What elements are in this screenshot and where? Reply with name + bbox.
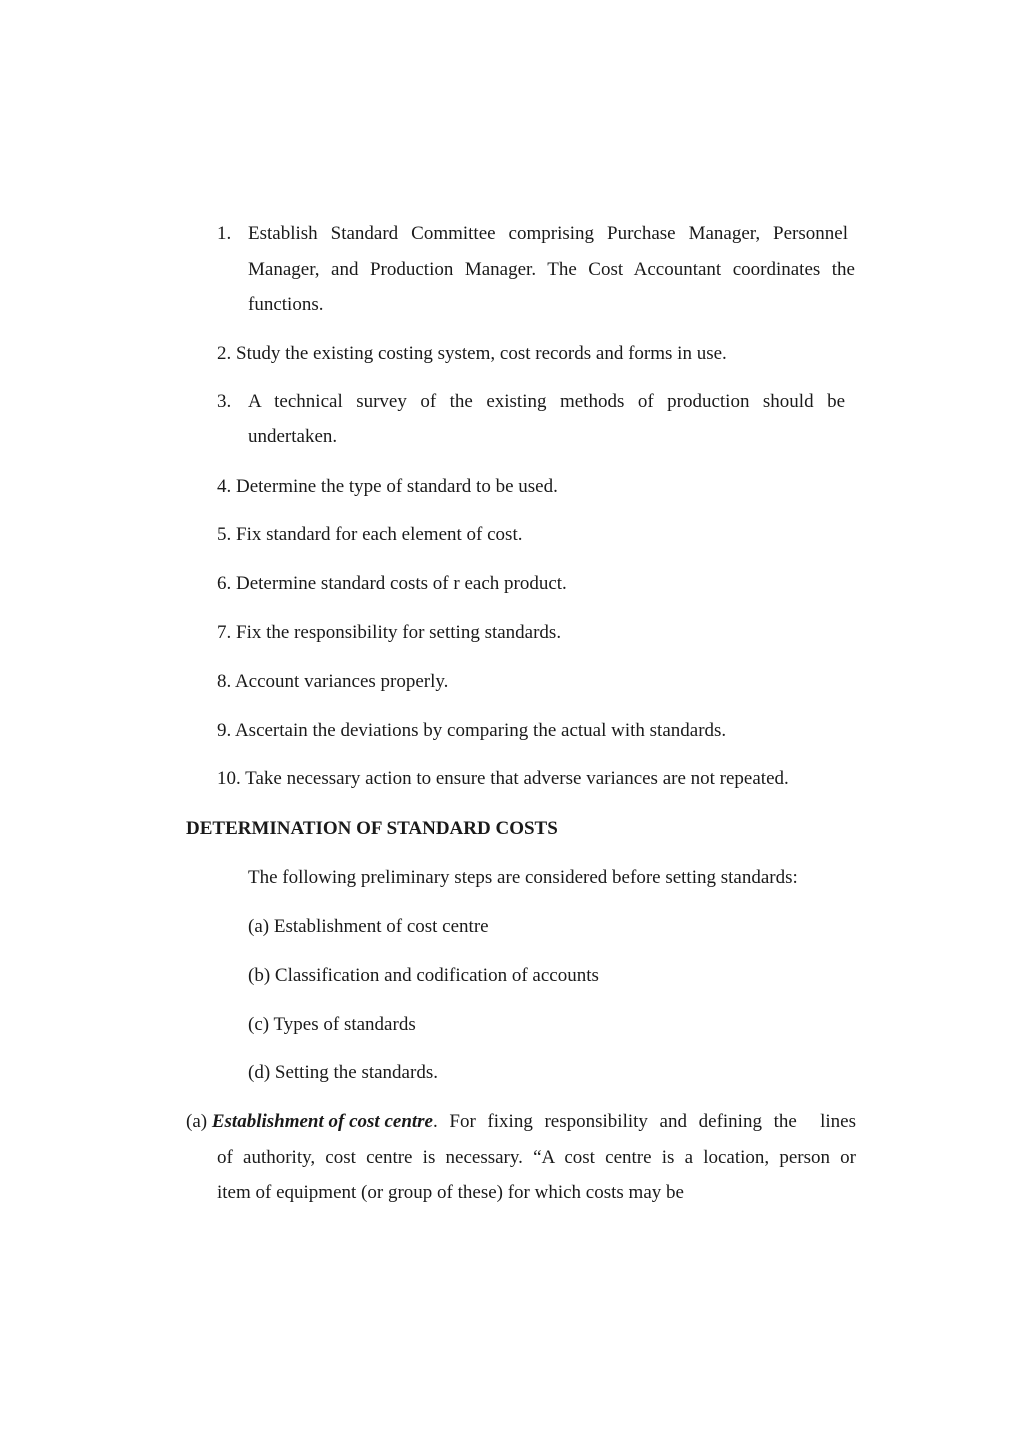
step-8 (217, 670, 448, 694)
step-7 (217, 621, 561, 645)
step-3-line-1: A technical survey of the existing methods of production should be (248, 391, 845, 412)
step-8-text: Account variances properly. (234, 671, 449, 692)
prelim-item-a-label: (a) (248, 916, 270, 937)
prelim-item-b-text: Classification and codification of accounts (274, 965, 599, 986)
step-2 (217, 342, 727, 366)
prelim-item-b (248, 964, 599, 988)
prelim-item-d-label: (d) (248, 1062, 271, 1083)
step-4-text: Determine the type of standard to be used. (236, 476, 558, 497)
step-1-line-3: functions. (248, 294, 324, 315)
step-7-text: Fix the responsibility for setting standards. (236, 622, 562, 643)
prelim-item-c-label: (c) (248, 1014, 270, 1035)
step-1-line-1: Establish Standard Committee comprising Purchase Manager, Personnel (248, 223, 848, 244)
prelim-item-c-text: Types of standards (273, 1014, 416, 1035)
step-3-number: 3. (217, 391, 232, 412)
step-9 (217, 719, 726, 743)
step-1-line-2: Manager, and Production Manager. The Cost Accountant coordinates the (248, 259, 855, 280)
step-5-text: Fix standard for each element of cost. (236, 524, 523, 545)
step-6-text: Determine standard costs of r each product. (236, 573, 567, 594)
step-10-text: Take necessary action to ensure that adverse variances are not repeated. (245, 768, 789, 789)
paragraph-a-label: (a) (186, 1111, 208, 1132)
prelim-item-c (248, 1013, 416, 1037)
step-5-number: 5. (217, 524, 232, 545)
paragraph-a-line-3: item of equipment (or group of these) for which costs may be (217, 1182, 684, 1203)
step-2-number: 2. (217, 343, 232, 364)
prelim-item-b-label: (b) (248, 965, 271, 986)
step-10-number: 10. (217, 768, 241, 789)
step-6 (217, 572, 567, 596)
paragraph-a-title: Establishment of cost centre (211, 1111, 433, 1132)
step-4 (217, 475, 558, 499)
step-4-number: 4. (217, 476, 232, 497)
paragraph-a-line-2: of authority, cost centre is necessary. “A cost centre is a location, person or (217, 1147, 856, 1168)
section-heading: DETERMINATION OF STANDARD COSTS (186, 818, 558, 839)
paragraph-a-line-1 (186, 1110, 856, 1134)
step-2-text: Study the existing costing system, cost records and forms in use. (236, 343, 727, 364)
step-10 (217, 767, 789, 791)
step-9-text: Ascertain the deviations by comparing the actual with standards. (234, 720, 727, 741)
step-5 (217, 523, 522, 547)
paragraph-a-line-1-rest: . For fixing responsibility and defining the lines (433, 1111, 856, 1132)
step-9-number: 9. (217, 720, 232, 741)
step-6-number: 6. (217, 573, 232, 594)
step-7-number: 7. (217, 622, 232, 643)
step-8-number: 8. (217, 671, 232, 692)
section-intro: The following preliminary steps are considered before setting standards: (248, 867, 798, 888)
prelim-item-d-text: Setting the standards. (274, 1062, 438, 1083)
prelim-item-d (248, 1061, 438, 1085)
prelim-item-a-text: Establishment of cost centre (273, 916, 489, 937)
step-3-line-2: undertaken. (248, 426, 338, 447)
step-1-number: 1. (217, 223, 232, 244)
prelim-item-a (248, 915, 489, 939)
